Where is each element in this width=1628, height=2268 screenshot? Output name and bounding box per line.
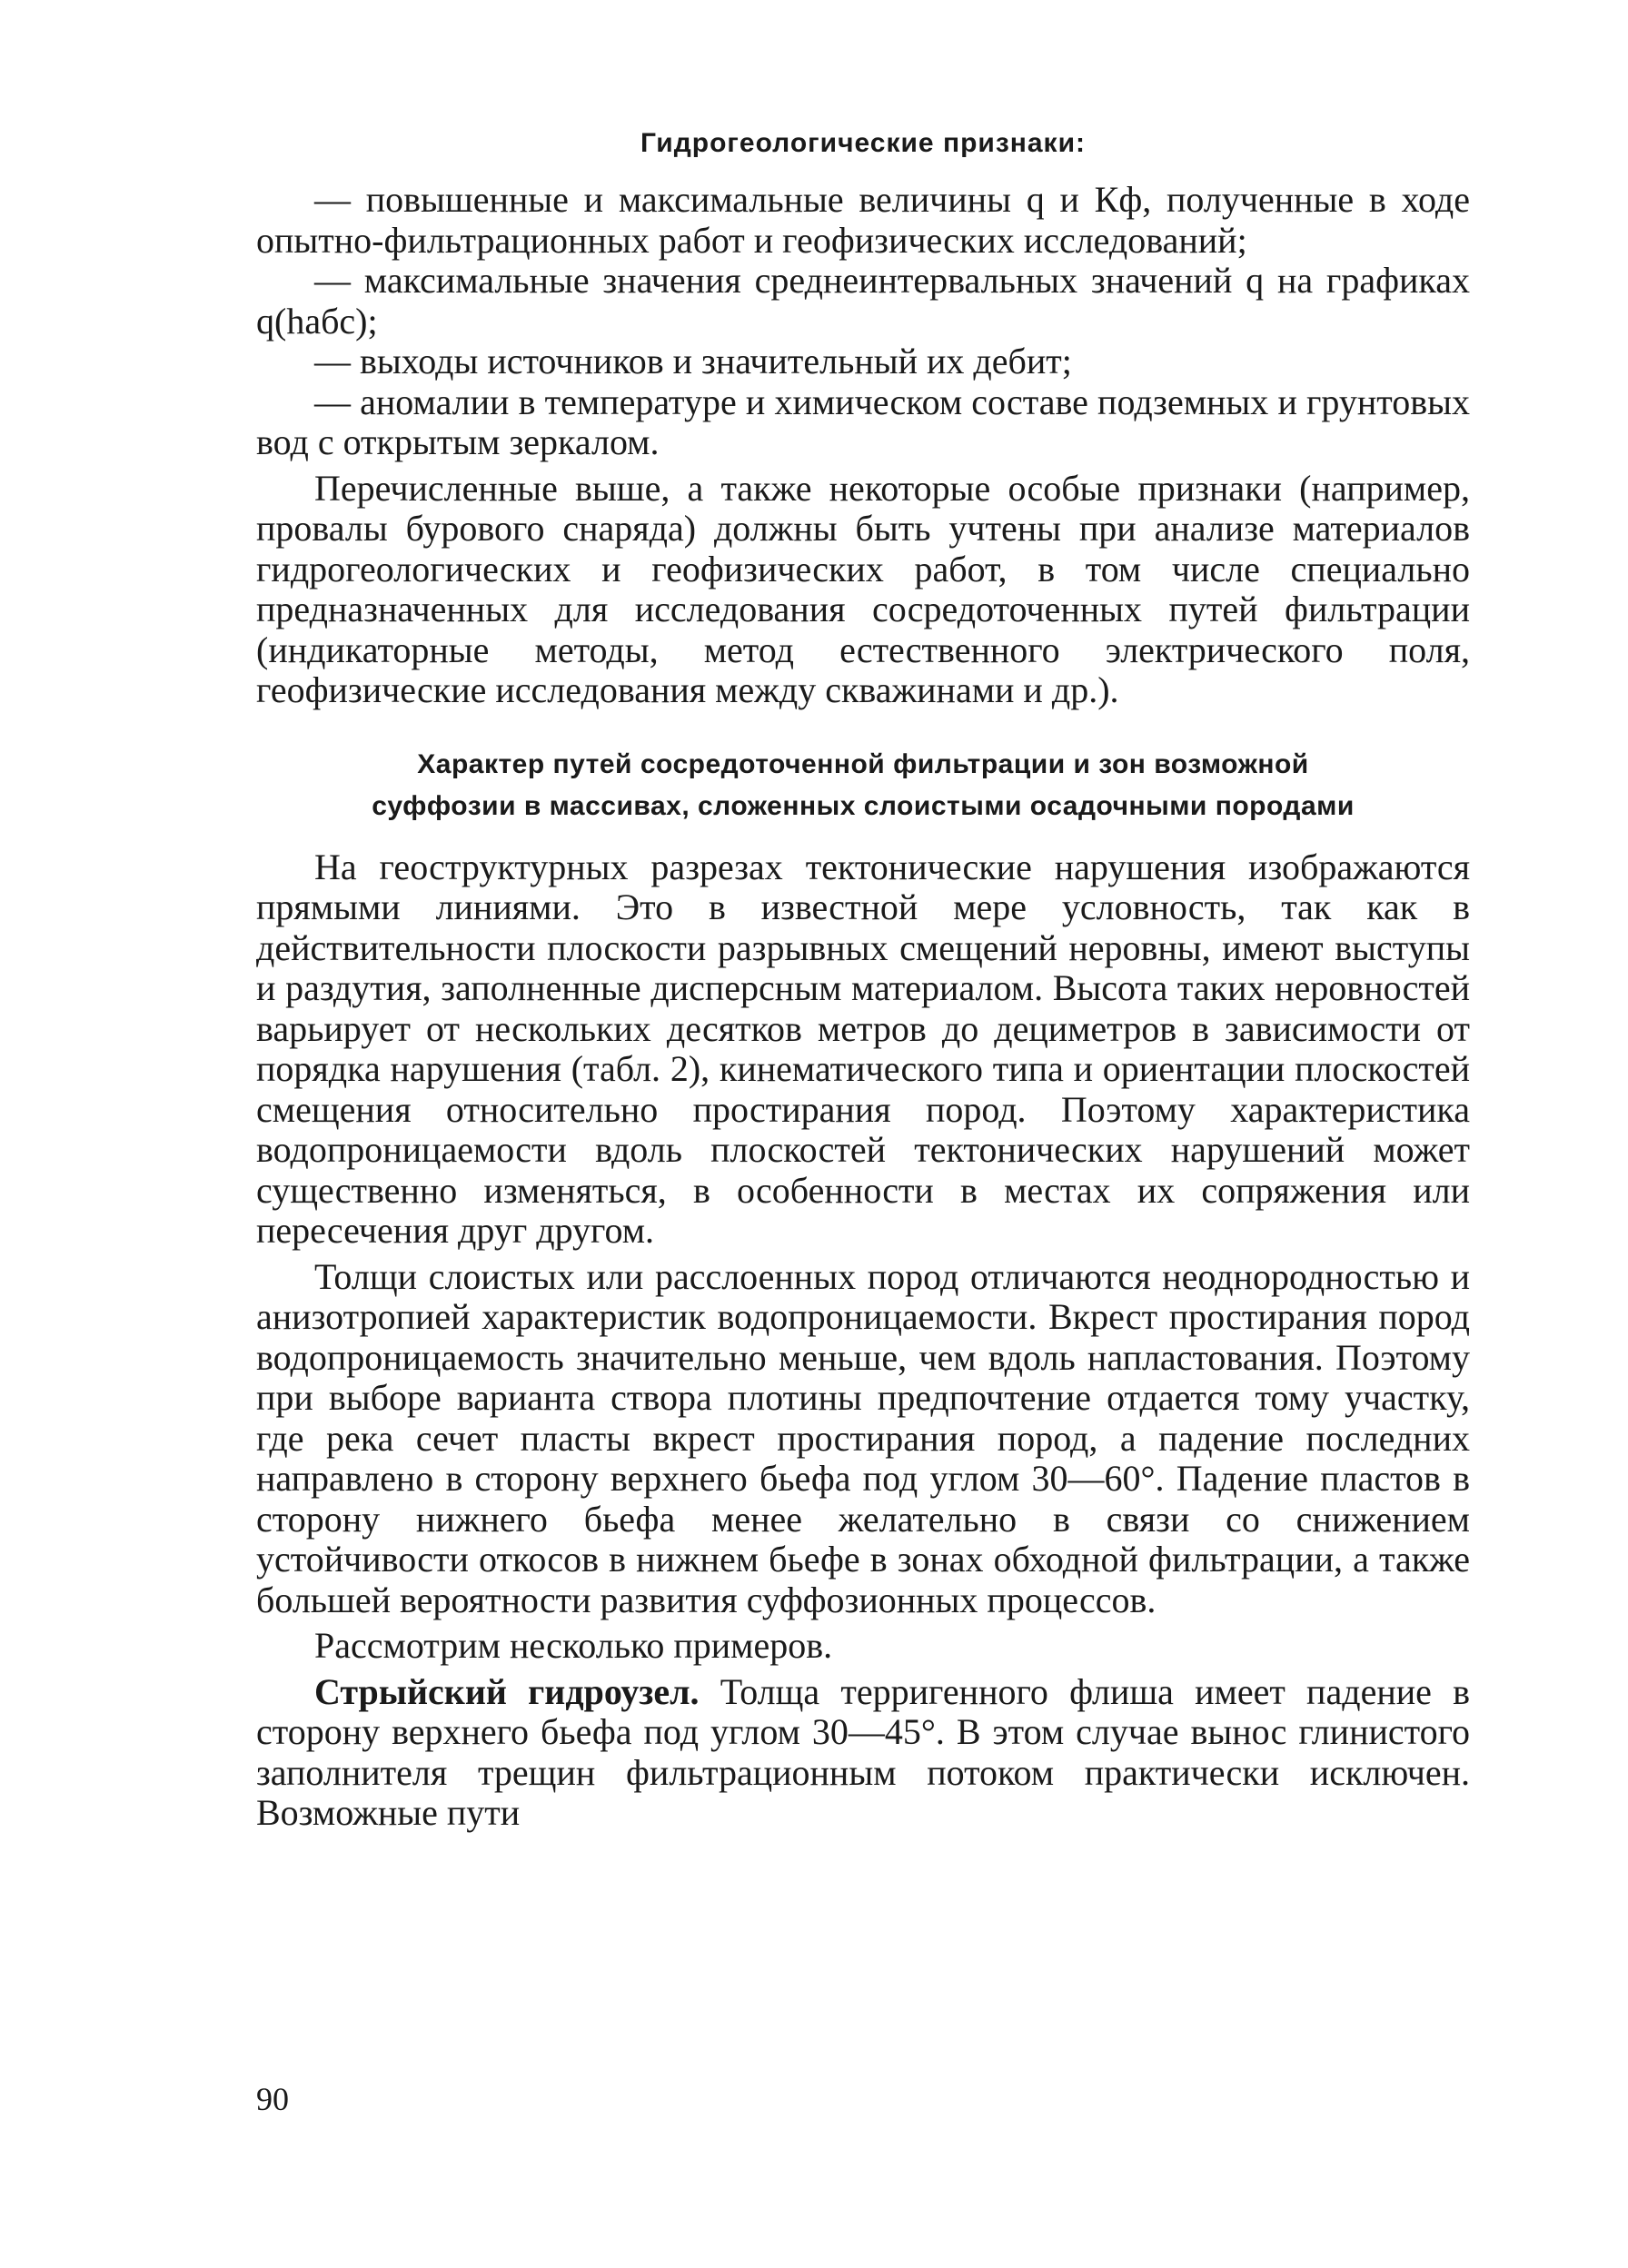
list-item: — повышенные и максимальные величины q и Кф, полученные в ходе опытно-фильтрационных работ и геофизических исследований;: [256, 179, 1470, 261]
paragraph: Толщи слоистых или расслоенных пород отличаются неоднородностью и анизотропией характеристик водопроницаемости. Вкрест простирания пород водопроницаемость значительно меньше, чем вдоль напластования. Поэтому при выборе варианта створа плотины предпочтение отдается тому участку, где река сечет пласты вкрест простирания пород, а падение последних направлено в сторону верхнего бьефа под углом 30—60°. Падение пластов в сторону нижнего бьефа менее желательно в связи со снижением устойчивости откосов в нижнем бьефе в зонах обходной фильтрации, а также большей вероятности развития суффозионных процессов.: [256, 1255, 1470, 1620]
paragraph: [256, 1672, 1470, 1834]
paragraph: Рассмотрим несколько примеров.: [314, 1625, 833, 1666]
list-item: — аномалии в температуре и химическом составе подземных и грунтовых вод с открытым зеркалом.: [256, 381, 1470, 462]
document-page: [256, 127, 1470, 1834]
paragraph-text: Толща терригенного флиша имеет падение в сторону верхнего бьефа под углом 30—45°. В этом случае вынос глинистого заполнителя трещин фильтрационным потоком практически исключен. Возможные пути: [256, 1670, 1470, 1833]
paragraph: На геоструктурных разрезах тектонические нарушения изображаются прямыми линиями. Это в известной мере условность, так как в действительности плоскости разрывных смещений неровны, имеют выступы и раздутия, заполненные дисперсным материалом. Высота таких неровностей варьирует от нескольких десятков метров до дециметров в зависимости от порядка нарушения (табл. 2), кинематического типа и ориентации плоскостей смещения относительно простирания пород. Поэтому характеристика водопроницаемости вдоль плоскостей тектонических нарушений может существенно изменяться, в особенности в местах их сопряжения или пересечения друг другом.: [256, 846, 1470, 1251]
list-item: — выходы источников и значительный их дебит;: [314, 341, 1072, 381]
section-heading-filtration: [256, 744, 1470, 827]
paragraph: Перечисленные выше, а также некоторые особые признаки (например, провалы бурового снаряда) должны быть учтены при анализе материалов гидрогеологических и геофизических работ, в том числе специально предназначенных для исследования сосредоточенных путей фильтрации (индикаторные методы, метод естественного электрического поля, геофизические исследования между скважинами и др.).: [256, 467, 1470, 710]
section-heading-hydrogeology: Гидрогеологические признаки:: [640, 128, 1086, 158]
heading-line: суффозии в массивах, сложенных слоистыми осадочными породами: [372, 790, 1355, 821]
list-item: — максимальные значения среднеинтервальных значений q на графиках q(hабс);: [256, 260, 1470, 342]
bold-lead-in: Стрыйский гидроузел.: [314, 1670, 700, 1712]
heading-line: Характер путей сосредоточенной фильтрации и зон возможной: [417, 748, 1309, 779]
page-number: 90: [256, 2081, 289, 2117]
